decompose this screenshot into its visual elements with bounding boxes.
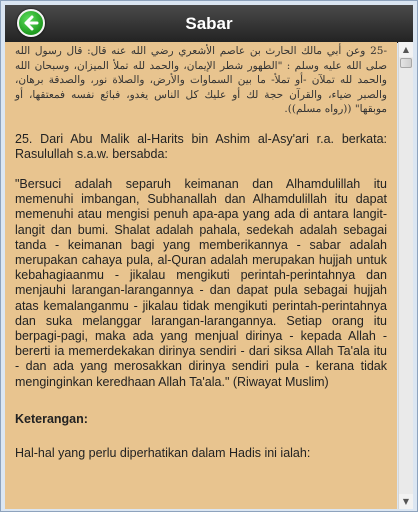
hadith-intro: 25. Dari Abu Malik al-Harits bin Ashim al-Asy'ari r.a. berkata: Rasulullah s.a.w. bersabda: <box>15 131 387 161</box>
vertical-scrollbar[interactable] <box>398 42 413 509</box>
page-title: Sabar <box>185 14 233 33</box>
header-bar <box>5 5 413 43</box>
keterangan-heading: Keterangan: <box>15 411 88 426</box>
scroll-down-icon[interactable]: ▼ <box>399 494 413 509</box>
arabic-text: -25 وعن أبي مالك الحارث بن عاصم الأشعري رضي الله عنه قال: قال رسول الله صلى الله عليه وسلم : "الطهور شطر الإيمان، والحمد لله تملأ الميزان، وسبحان الله والحمد لله تملآن -أو تملأ- ما بين السماوات والأرض، والصلاة نور، والصدقة برهان، والصبر ضياء، والقرآن حجة لك أو عليك كل الناس يغدو، فبائع نفسه فمعتقها، أو موبقها" ((رواه مسلم)). <box>15 45 387 116</box>
hadith-translation: "Bersuci adalah separuh keimanan dan Alhamdulillah itu memenuhi imbangan, Subhanallah dan Alhamdulillah itu dapat memenuhi atau mengisi penuh apa-apa yang ada di antara langit-langit dan bumi. Shalat adalah pahala, sedekah adalah sebagai tanda - keimanan bagi yang memberikannya - sabar adalah merupakan cahaya pula, al-Quran adalah merupakan hujjah untuk kebahagiaanmu - jikalau mengikuti perintah-perintahnya dan menjauhi larangan-larangannya - dan dapat pula sebagai hujjah atas kemalanganmu - jikalau tidak mengikuti perintah-perintahnya dan suka melanggar larangan-larangannya. Setiap orang itu berpagi-pagi, maka ada yang menjual dirinya - kepada Allah - bererti ia memerdekakan dirinya sendiri - dari siksa Allah Ta'ala itu - dan ada yang merosakkan dirinya sendiri pula - kerana tidak menginginkan keredhaan Allah Ta'ala." (Riwayat Muslim) <box>15 176 387 389</box>
scrollbar-thumb[interactable] <box>400 58 412 68</box>
keterangan-text: Hal-hal yang perlu diperhatikan dalam Hadis ini ialah: <box>15 445 311 460</box>
hadith-content[interactable] <box>5 42 397 509</box>
scroll-up-icon[interactable]: ▲ <box>399 42 413 57</box>
